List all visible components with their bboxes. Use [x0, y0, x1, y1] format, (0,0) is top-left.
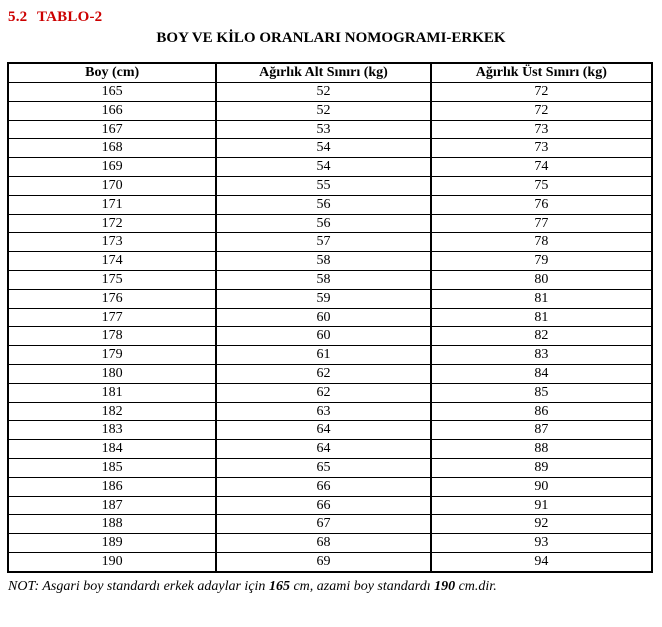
cell-weight-max: 86 [431, 402, 652, 421]
table-row [8, 402, 652, 421]
cell-height: 173 [8, 233, 216, 252]
cell-height: 169 [8, 158, 216, 177]
cell-height: 168 [8, 139, 216, 158]
cell-height: 171 [8, 195, 216, 214]
cell-weight-min: 55 [216, 176, 430, 195]
table-title: BOY VE KİLO ORANLARI NOMOGRAMI-ERKEK [156, 30, 506, 46]
note-text-1: NOT: Asgari boy standardı erkek adaylar için [8, 579, 269, 594]
cell-weight-max: 85 [431, 383, 652, 402]
note-text-2: cm, azami boy standardı [289, 579, 435, 594]
cell-weight-max: 81 [431, 308, 652, 327]
cell-weight-max: 83 [431, 346, 652, 365]
cell-weight-max: 94 [431, 552, 652, 571]
cell-weight-min: 58 [216, 252, 430, 271]
cell-weight-min: 67 [216, 515, 430, 534]
cell-weight-min: 56 [216, 214, 430, 233]
table-row [8, 458, 652, 477]
cell-weight-max: 74 [431, 158, 652, 177]
cell-weight-max: 81 [431, 289, 652, 308]
footnote [8, 579, 497, 595]
cell-weight-max: 76 [431, 195, 652, 214]
table-row [8, 120, 652, 139]
cell-weight-max: 73 [431, 139, 652, 158]
table-row [8, 477, 652, 496]
table-row [8, 496, 652, 515]
cell-weight-max: 92 [431, 515, 652, 534]
cell-weight-min: 57 [216, 233, 430, 252]
table-row [8, 139, 652, 158]
cell-height: 175 [8, 270, 216, 289]
cell-weight-min: 60 [216, 308, 430, 327]
cell-height: 179 [8, 346, 216, 365]
cell-weight-max: 87 [431, 421, 652, 440]
cell-height: 186 [8, 477, 216, 496]
cell-height: 167 [8, 120, 216, 139]
cell-weight-min: 54 [216, 158, 430, 177]
cell-height: 172 [8, 214, 216, 233]
table-row [8, 289, 652, 308]
cell-weight-max: 93 [431, 534, 652, 553]
table-row [8, 346, 652, 365]
cell-weight-max: 80 [431, 270, 652, 289]
table-row [8, 383, 652, 402]
cell-height: 185 [8, 458, 216, 477]
cell-weight-max: 78 [431, 233, 652, 252]
cell-weight-min: 64 [216, 421, 430, 440]
cell-weight-min: 68 [216, 534, 430, 553]
table-row [8, 233, 652, 252]
cell-height: 189 [8, 534, 216, 553]
cell-height: 176 [8, 289, 216, 308]
cell-weight-min: 54 [216, 139, 430, 158]
table-row [8, 327, 652, 346]
cell-height: 182 [8, 402, 216, 421]
cell-height: 183 [8, 421, 216, 440]
table-header-row [8, 63, 652, 83]
cell-weight-min: 61 [216, 346, 430, 365]
cell-height: 170 [8, 176, 216, 195]
cell-weight-max: 79 [431, 252, 652, 271]
cell-weight-min: 62 [216, 364, 430, 383]
note-text-3: cm.dir. [455, 579, 497, 594]
cell-height: 190 [8, 552, 216, 571]
cell-weight-min: 64 [216, 440, 430, 459]
table-body [8, 83, 652, 572]
cell-weight-max: 72 [431, 83, 652, 102]
table-row [8, 364, 652, 383]
cell-height: 178 [8, 327, 216, 346]
cell-weight-min: 52 [216, 101, 430, 120]
cell-weight-max: 88 [431, 440, 652, 459]
cell-weight-min: 53 [216, 120, 430, 139]
table-row [8, 101, 652, 120]
table-row [8, 515, 652, 534]
cell-weight-max: 77 [431, 214, 652, 233]
table-row [8, 308, 652, 327]
cell-height: 181 [8, 383, 216, 402]
cell-weight-min: 58 [216, 270, 430, 289]
cell-height: 188 [8, 515, 216, 534]
cell-weight-min: 66 [216, 477, 430, 496]
cell-weight-min: 63 [216, 402, 430, 421]
cell-weight-min: 60 [216, 327, 430, 346]
table-row [8, 214, 652, 233]
cell-height: 165 [8, 83, 216, 102]
cell-weight-min: 65 [216, 458, 430, 477]
cell-weight-max: 82 [431, 327, 652, 346]
table-row [8, 83, 652, 102]
table-row [8, 270, 652, 289]
cell-weight-max: 91 [431, 496, 652, 515]
cell-weight-max: 72 [431, 101, 652, 120]
cell-weight-min: 56 [216, 195, 430, 214]
header-height: Boy (cm) [8, 63, 216, 83]
cell-height: 187 [8, 496, 216, 515]
cell-weight-min: 69 [216, 552, 430, 571]
table-row [8, 158, 652, 177]
header-weight-min: Ağırlık Alt Sınırı (kg) [216, 63, 430, 83]
table-row [8, 552, 652, 571]
cell-height: 166 [8, 101, 216, 120]
cell-weight-max: 89 [431, 458, 652, 477]
cell-height: 174 [8, 252, 216, 271]
note-max-height: 190 [434, 579, 456, 594]
cell-weight-max: 75 [431, 176, 652, 195]
section-number: 5.2 [8, 9, 28, 25]
cell-height: 184 [8, 440, 216, 459]
cell-height: 180 [8, 364, 216, 383]
section-label: TABLO-2 [37, 9, 103, 25]
cell-weight-min: 52 [216, 83, 430, 102]
table-row [8, 176, 652, 195]
cell-weight-min: 62 [216, 383, 430, 402]
table-row [8, 534, 652, 553]
cell-weight-min: 59 [216, 289, 430, 308]
table-row [8, 421, 652, 440]
cell-weight-max: 90 [431, 477, 652, 496]
table-row [8, 252, 652, 271]
table-row [8, 195, 652, 214]
cell-height: 177 [8, 308, 216, 327]
table-row [8, 440, 652, 459]
cell-weight-min: 66 [216, 496, 430, 515]
nomogram-table [7, 62, 653, 573]
cell-weight-max: 84 [431, 364, 652, 383]
note-min-height: 165 [268, 579, 290, 594]
cell-weight-max: 73 [431, 120, 652, 139]
section-heading [8, 9, 102, 26]
header-weight-max: Ağırlık Üst Sınırı (kg) [431, 63, 652, 83]
